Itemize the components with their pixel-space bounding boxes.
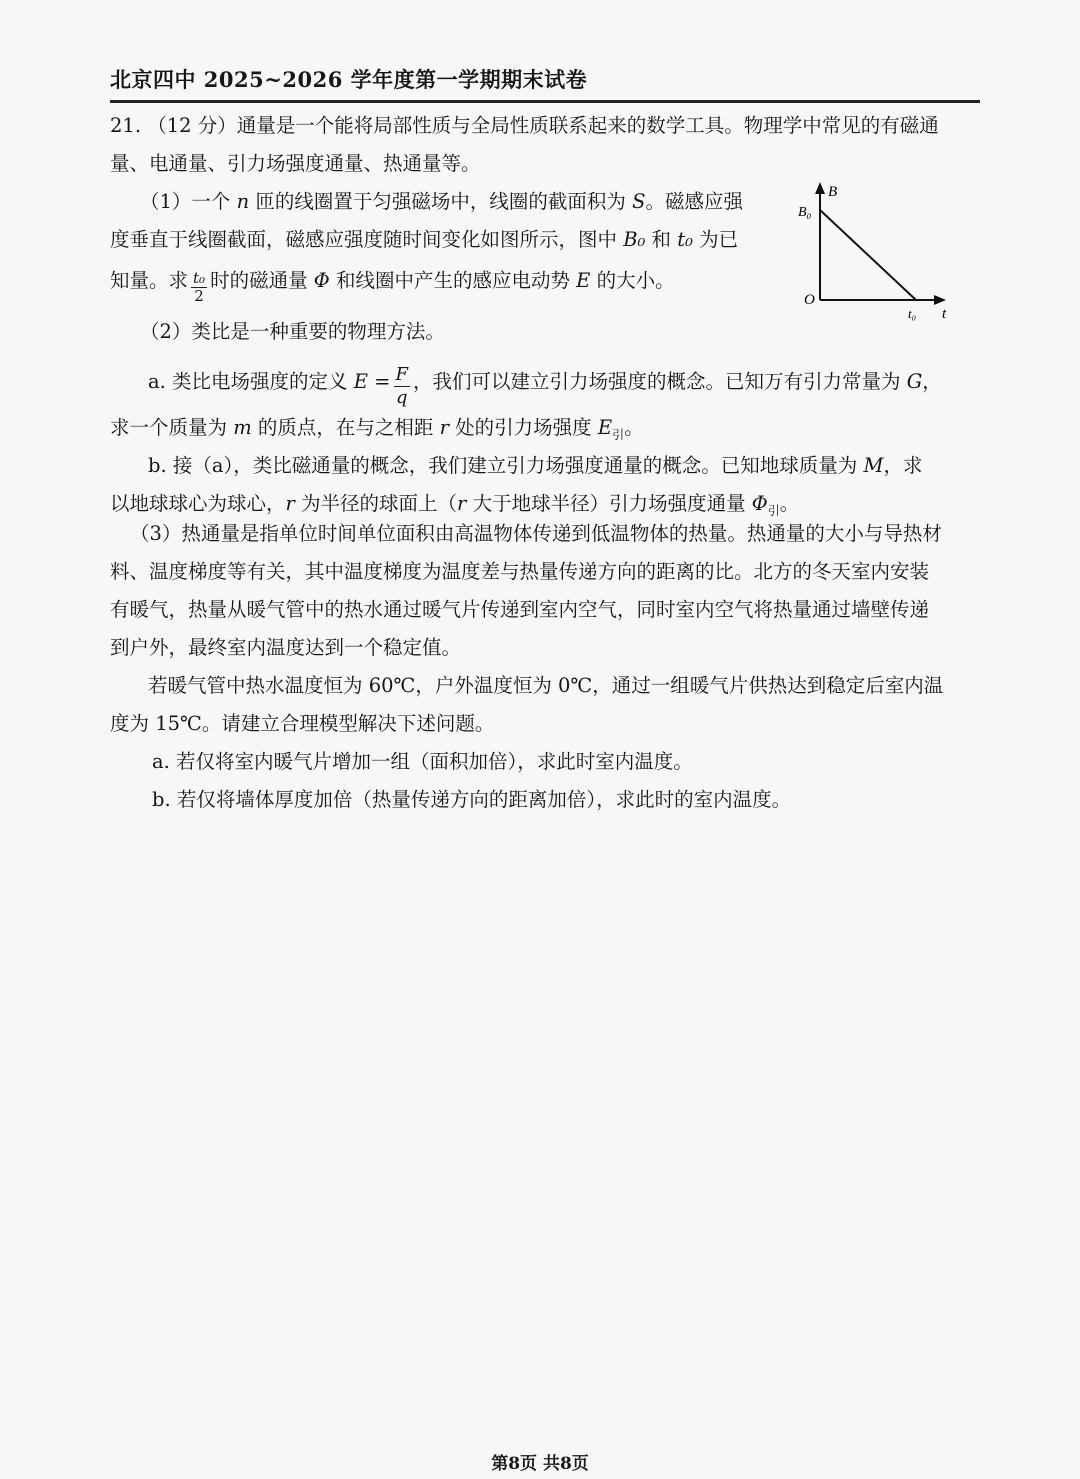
graph-y-label: B xyxy=(828,184,838,200)
q21-p3-line-4: 到户外，最终室内温度达到一个稳定值。 xyxy=(110,636,462,659)
q21-p2-head: （2）类比是一种重要的物理方法。 xyxy=(140,320,445,343)
q21-p3-line-3: 有暖气，热量从暖气管中的热水通过暖气片传递到室内空气，同时室内空气将热量通过墙壁传递 xyxy=(110,598,930,621)
page-footer: 第8页 共8页 xyxy=(491,1454,589,1474)
q21-p1-line-1: （1）一个 n 匝的线圈置于匀强磁场中，线圈的截面积为 S。磁感应强 xyxy=(140,190,743,213)
graph-x-arrow xyxy=(934,295,946,305)
fraction-t0-over-2: $\frac{\text{t₀}}{2}$ xyxy=(193,269,206,305)
q21-p3-line-6: 度为 15℃。请建立合理模型解决下述问题。 xyxy=(110,712,495,735)
graph-y-tick: B₀ xyxy=(798,205,812,220)
b-t-graph xyxy=(790,180,960,325)
q21-p2b-line-2: 以地球球心为球心，r 为半径的球面上（r 大于地球半径）引力场强度通量 $\Phi_引$。 xyxy=(110,492,800,518)
graph-x-label: t xyxy=(942,306,947,322)
q21-p3-line-2: 料、温度梯度等有关，其中温度梯度为温度差与热量传递方向的距离的比。北方的冬天室内安装 xyxy=(110,560,930,583)
q21-p2a-line-1: a. 类比电场强度的定义 E = $\frac{F}{q}$ ，我们可以建立引力场强度的概念。已知万有引力常量为 G， xyxy=(148,364,942,408)
graph-b-line xyxy=(820,210,916,300)
q21-p3-item-a: a. 若仅将室内暖气片增加一组（面积加倍），求此时室内温度。 xyxy=(152,750,693,773)
q21-p3-line-5: 若暖气管中热水温度恒为 60℃，户外温度恒为 0℃，通过一组暖气片供热达到稳定后室内温 xyxy=(148,674,944,697)
q21-p1-line-2: 度垂直于线圈截面，磁感应强度随时间变化如图所示，图中 B₀ 和 t₀ 为已 xyxy=(110,228,739,251)
q21-p2b-line-1: b. 接（a），类比磁通量的概念，我们建立引力场强度通量的概念。已知地球质量为 M，求 xyxy=(148,454,923,477)
q21-intro-line-1: 21. （12 分）通量是一个能将局部性质与全局性质联系起来的数学工具。物理学中常见的有磁通 xyxy=(110,114,939,137)
q21-p1-line-3: 知量。求 $\frac{\text{t₀}}{2}$ 时的磁通量 Φ 和线圈中产生的感应电动势 E 的大小。 xyxy=(110,269,675,305)
graph-y-arrow xyxy=(815,182,825,194)
page-header: 北京四中 2025~2026 学年度第一学期期末试卷 xyxy=(110,64,980,103)
fraction-f-over-q: $\frac{F}{q}$ xyxy=(395,364,409,408)
graph-x-tick: t₀ xyxy=(908,306,917,321)
q21-intro-line-2: 量、电通量、引力场强度通量、热通量等。 xyxy=(110,152,481,175)
q21-p3-item-b: b. 若仅将墙体厚度加倍（热量传递方向的距离加倍），求此时的室内温度。 xyxy=(152,788,792,811)
q21-p3-line-1: （3）热通量是指单位时间单位面积由高温物体传递到低温物体的热量。热通量的大小与导热材 xyxy=(130,522,942,545)
graph-origin: O xyxy=(804,292,815,308)
q21-p2a-line-2: 求一个质量为 m 的质点，在与之相距 r 处的引力场强度 $E_引$。 xyxy=(110,416,644,442)
